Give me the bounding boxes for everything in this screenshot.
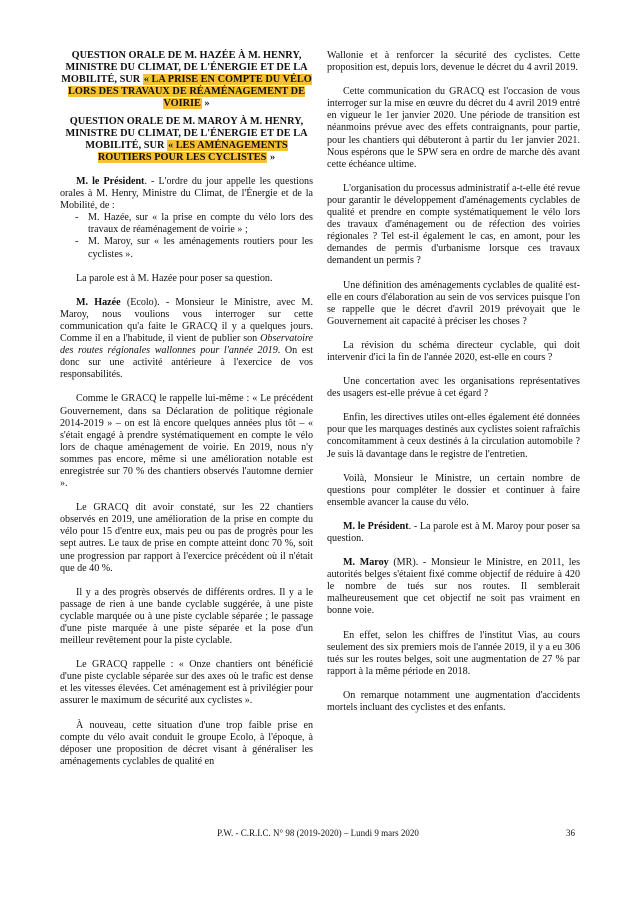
right-column <box>327 50 580 714</box>
paragraph: M. le Président. - La parole est à M. Maroy pour poser sa question. <box>327 520 581 544</box>
paragraph: À nouveau, cette situation d'une trop faible prise en compte du vélo avait conduit le groupe Ecolo, à l'époque, à déposer une proposition de décret visant à généraliser les aménagements cyclables de qualité en <box>60 719 313 767</box>
paragraph: Une définition des aménagements cyclables de qualité est-elle en cours d'élaboration au sein de vos services puisque l'on se rappelle que le décret d'avril 2019 prévoyait que le Gouvernement ait capacité à préciser les choses ? <box>327 279 580 327</box>
paragraph: Le GRACQ rappelle : « Onze chantiers ont bénéficié d'une piste cyclable séparée sur des axes où le trafic est dense et les vitesses élevées. Cet aménagement est à privilégier pour assurer le maximum de sécurité aux cyclistes ». <box>60 659 313 707</box>
paragraph: La parole est à M. Hazée pour poser sa question. <box>76 272 273 284</box>
list-item: - M. Hazée, sur « la prise en compte du vélo lors des travaux de réaménagement de voirie » ; <box>75 212 313 236</box>
highlighted-subject: « LA PRISE EN COMPTE DU VÉLO LORS DES TRAVAUX DE RÉAMÉNAGEMENT DE VOIRIE <box>68 74 312 109</box>
question-heading-maroy: QUESTION ORALE DE M. MAROY À M. HENRY, MINISTRE DU CLIMAT, DE L'ÉNERGIE ET DE LA MOBILITÉ, SUR « LES AMÉNAGEMENTS ROUTIERS POUR LES CYCLISTES » <box>65 116 308 163</box>
speaker-name: M. Maroy <box>343 557 389 569</box>
paragraph: M. Maroy (MR). - Monsieur le Ministre, en 2011, les autorités belges s'étaient fixé comme objectif de réduire à 420 le nombre de tués sur nos routes. Il semblerait malheureusement que cet objectif ne soit pas vraiment en bonne voie. <box>327 557 580 617</box>
paragraph: Voilà, Monsieur le Ministre, un certain nombre de questions pour compléter le dossier et continuer à faire ensemble avancer la cause du vélo. <box>327 472 580 508</box>
highlighted-subject: « LES AMÉNAGEMENTS ROUTIERS POUR LES CYCLISTES <box>97 140 288 163</box>
paragraph: Cette communication du GRACQ est l'occasion de vous interroger sur la mise en œuvre du décret du 4 avril 2019 entré en vigueur le 1er janvier 2020. Une période de transition est néanmoins prévue avec des effets contraignants, pour partie, pour les chantiers qui débuteront à partir du 1er janvier 2021. Nous espérons que le SPW sera en ordre de marche dès avant cette échéance ultime. <box>327 86 580 170</box>
paragraph: On remarque notamment une augmentation d'accidents mortels incluant des cyclistes et des enfants. <box>327 689 580 714</box>
page-number: 36 <box>566 828 575 838</box>
question-heading-hazee: QUESTION ORALE DE M. HAZÉE À M. HENRY, MINISTRE DU CLIMAT, DE L'ÉNERGIE ET DE LA MOBILITÉ, SUR « LA PRISE EN COMPTE DU VÉLO LORS DES TRAVAUX DE RÉAMÉNAGEMENT DE VOIRIE » <box>61 50 312 109</box>
paragraph: En effet, selon les chiffres de l'institut Vias, au cours seulement des six premiers mois de l'année 2019, il y a eu 306 tués sur les routes belges, soit une augmentation de 27 % par rapport à la même période en 2018. <box>327 629 580 677</box>
left-column <box>60 50 313 768</box>
paragraph: La révision du schéma directeur cyclable, qui doit intervenir d'ici la fin de l'année 2020, est-elle en cours ? <box>327 339 580 363</box>
paragraph: Wallonie et à renforcer la sécurité des cyclistes. Cette proposition est, depuis lors, devenue le décret du 4 avril 2019. <box>327 50 580 74</box>
publication-title: Observatoire des routes régionales wallonnes pour l'année 2019 <box>60 333 313 357</box>
paragraph: Comme le GRACQ le rappelle lui-même : « Le précédent Gouvernement, dans sa Déclaration de politique régionale 2014-2019 » – on est là encore quelques années plus tôt – « s'était engagé à prendre systématiquement en compte le vélo lors de chaque aménagement de voirie. En 2019, nous n'y sommes pas encore, même si une amélioration notable est enregistrée sur 70 % des chantiers observés l'automne dernier ». <box>60 393 313 490</box>
paragraph: M. le Président. - L'ordre du jour appelle les questions orales à M. Henry, Ministre du Climat, de l'Énergie et de la Mobilité, de : <box>60 176 314 212</box>
paragraph: M. Hazée (Ecolo). - Monsieur le Ministre, avec M. Maroy, nous voulions vous interroger sur cette communication qu'a faite le GRACQ il y a quelques jours. Comme il en a l'habitude, il vient de publier son Observatoire des routes régionales wallonnes pour l'année 2019. On est donc sur une activité antérieure à l'exercice de vos responsabilités. <box>60 296 314 381</box>
speaker-name: M. le Président <box>343 520 409 532</box>
list-item: - M. Maroy, sur « les aménagements routiers pour les cyclistes ». <box>75 236 313 260</box>
footer-reference: P.W. - C.R.I.C. N° 98 (2019-2020) – Lundi 9 mars 2020 <box>217 828 419 838</box>
speaker-name: M. Hazée <box>76 296 121 308</box>
paragraph: Il y a des progrès observés de différents ordres. Il y a le passage de rien à une bande cyclable suggérée, à une piste cyclable marquée ou à une piste cyclable séparée ; le passage d'une piste marquée à une piste séparée et la pose d'un meilleur revêtement pour la piste cyclable. <box>60 586 313 647</box>
paragraph: Une concertation avec les organisations représentatives des usagers est-elle prévue à cet égard ? <box>327 376 580 400</box>
paragraph: Enfin, les directives utiles ont-elles également été données pour que les marquages destinés aux cyclistes soient rafraîchis concomitamment à ceux destinés à la circulation automobile ? Je suis là davantage dans le registre de l'entretien. <box>327 412 580 460</box>
question-list <box>60 212 313 260</box>
paragraph: Le GRACQ dit avoir constaté, sur les 22 chantiers observés en 2019, une amélioration de la prise en compte du vélo pour 15 d'entre eux, mais peu ou pas de progrès pour les sept autres. Le taux de prise en compte atteint donc 70 %, soit une progression par rapport à l'exercice précédent où il n'était que de 40 %. <box>60 502 313 574</box>
paragraph: L'organisation du processus administratif a-t-elle été revue pour garantir le développement d'aménagements cyclables de qualité et prendre en compte systématiquement le vélo lors des travaux d'aménagement ou de réfection des voiries régionales ? Tel est-il également le cas, en amont, pour les demandes de permis d'urbanisme lorsque ces travaux demandent un permis ? <box>327 182 580 267</box>
speaker-name: M. le Président <box>76 176 145 187</box>
